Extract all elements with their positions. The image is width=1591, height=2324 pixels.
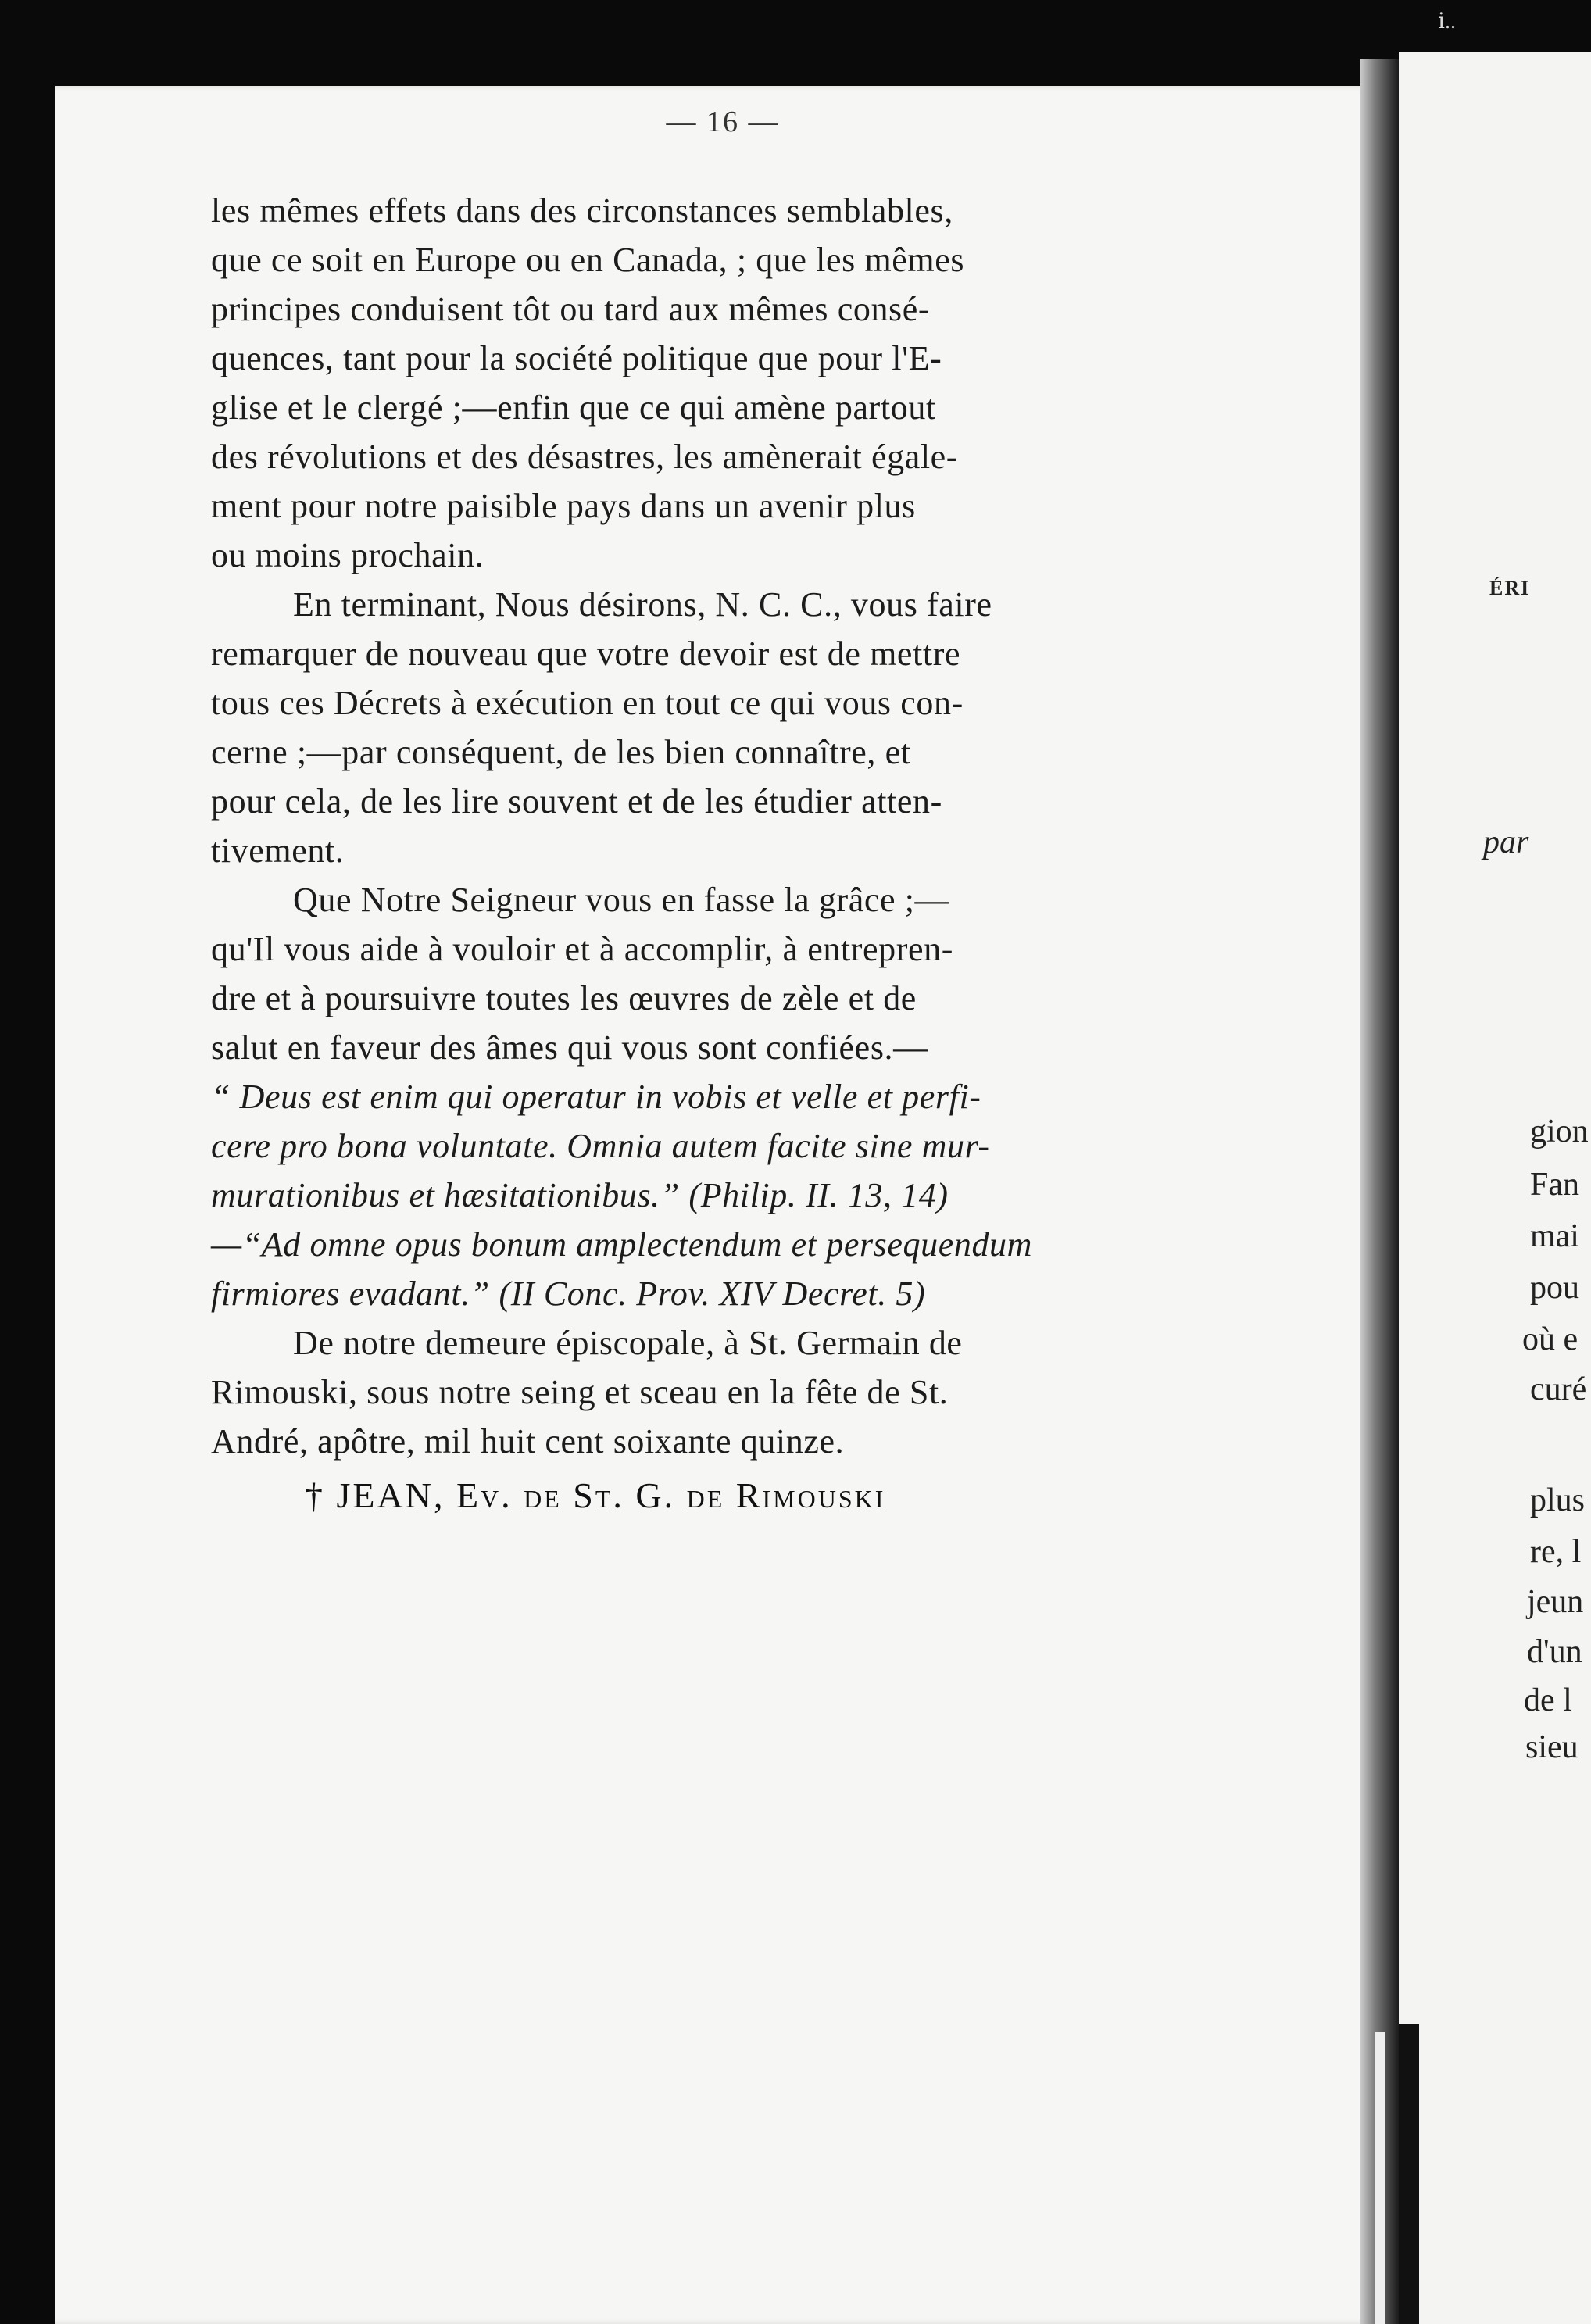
text-line: ou moins prochain. [211, 536, 484, 574]
text-line: cerne ;—par conséquent, de les bien connaître, et [211, 733, 911, 771]
text-line: tous ces Décrets à exécution en tout ce qui vous con- [211, 684, 964, 722]
text-line: les mêmes effets dans des circonstances semblables, [211, 191, 953, 230]
book-gutter [1360, 59, 1399, 2324]
text-line: André, apôtre, mil huit cent soixante quinze. [211, 1422, 845, 1461]
right-page-fragment: plus [1530, 1482, 1586, 1518]
text-line: Que Notre Seigneur vous en fasse la grâce ;— [293, 881, 950, 919]
text-line: principes conduisent tôt ou tard aux mêmes consé- [211, 290, 931, 328]
right-page-fragment: où e [1522, 1321, 1578, 1357]
paragraph-1 [211, 186, 1242, 580]
right-page-fragment: mai [1530, 1218, 1579, 1254]
right-page-fragment: ÉRI [1489, 577, 1531, 599]
right-page-fragment: re, l [1530, 1534, 1582, 1570]
text-line: tivement. [211, 831, 345, 870]
right-page-fragment: par [1483, 824, 1529, 860]
latin-quote-line: firmiores evadant.” (II Conc. Prov. XIV Decret. 5) [211, 1275, 926, 1313]
text-line: glise et le clergé ;—enfin que ce qui amène partout [211, 388, 936, 427]
text-line: salut en faveur des âmes qui vous sont confiées.— [211, 1028, 928, 1067]
text-line: que ce soit en Europe ou en Canada, ; que les mêmes [211, 241, 965, 279]
text-line: qu'Il vous aide à vouloir et à accomplir, à entrepren- [211, 930, 953, 968]
page-edge-highlight [1375, 2032, 1385, 2324]
latin-quote-line: murationibus et hæsitationibus.” (Philip. II. 13, 14) [211, 1176, 949, 1214]
text-line: des révolutions et des désastres, les amènerait égale- [211, 438, 959, 476]
right-page-fragment: jeun [1527, 1584, 1584, 1620]
right-page-fragment: sieu [1525, 1729, 1578, 1765]
latin-quote-line: “ Deus est enim qui operatur in vobis et velle et perfi- [211, 1078, 981, 1116]
right-page-fragment: curé [1530, 1371, 1587, 1407]
text-line: En terminant, Nous désirons, N. C. C., vous faire [293, 585, 992, 624]
latin-quote-line: cere pro bona voluntate. Omnia autem facite sine mur- [211, 1127, 990, 1165]
right-page-fragment: de l [1524, 1682, 1572, 1718]
text-line: pour cela, de les lire souvent et de les étudier atten- [211, 782, 942, 821]
text-line: De notre demeure épiscopale, à St. Germain de [293, 1324, 963, 1362]
bishop-signature: † JEAN, Ev. de St. G. de Rimouski [305, 1475, 886, 1515]
right-page-fragment: d'un [1527, 1634, 1582, 1670]
page-body-text [211, 186, 1242, 1520]
text-line: dre et à poursuivre toutes les œuvres de zèle et de [211, 979, 917, 1017]
text-line: remarquer de nouveau que votre devoir est de mettre [211, 635, 961, 673]
paragraph-2 [211, 580, 1242, 875]
scan-artifact: ⅰ.. [1438, 9, 1456, 34]
right-page-fragment: Fan [1530, 1167, 1579, 1203]
right-page-fragment: gion [1530, 1114, 1589, 1149]
page-number: — 16 — [666, 105, 780, 138]
paragraph-4 [211, 1318, 1242, 1466]
text-line: ment pour notre paisible pays dans un avenir plus [211, 487, 916, 525]
paragraph-3 [211, 875, 1242, 1318]
page-edge-shadow [1399, 2024, 1419, 2324]
text-line: quences, tant pour la société politique que pour l'E- [211, 339, 942, 377]
latin-quote-line: —“Ad omne opus bonum amplectendum et persequendum [211, 1225, 1033, 1264]
text-line: Rimouski, sous notre seing et sceau en la fête de St. [211, 1373, 949, 1411]
right-page-fragment: pou [1530, 1270, 1579, 1306]
